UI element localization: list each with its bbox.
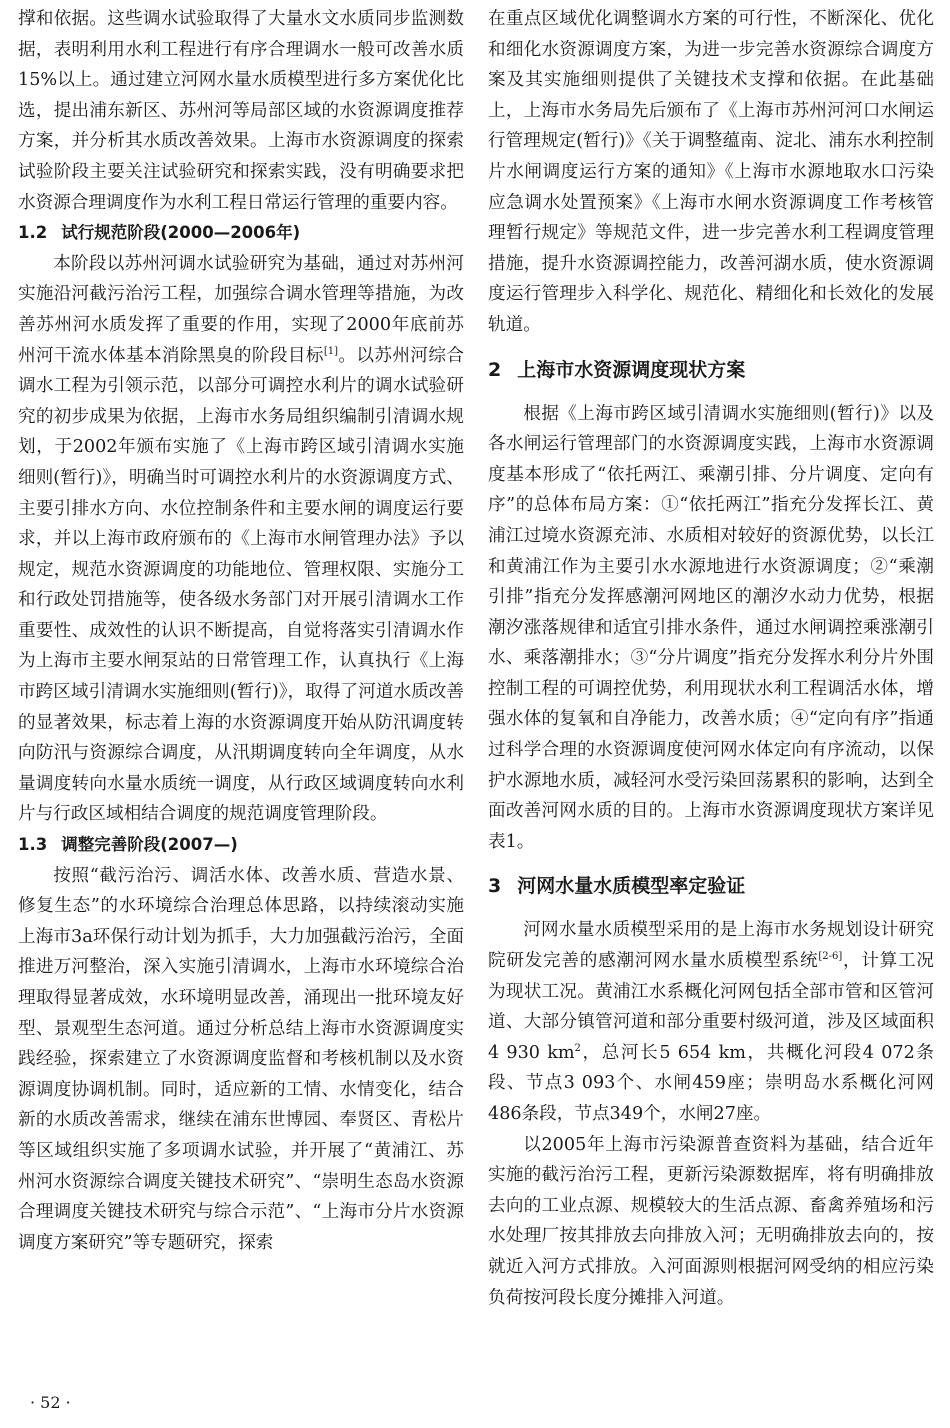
section-title: 上海市水资源调度现状方案 <box>517 358 746 381</box>
page-number: · 52 · <box>30 1393 71 1412</box>
text-run: 河网水量水质模型采用的是上海市水务规划设计研究院研发完善的感潮河网水量水质模型系统 <box>488 920 934 972</box>
paragraph-3-a <box>488 915 934 1129</box>
text-run: 。以苏州河综合调水工程为引领示范，以部分可调控水利片的调水试验研究的初步成果为依据，上海市水务局组织编制引清调水规划，于2002年颁布实施了《上海市跨区域引清调水实施细则(暂行)》，明确当时可调控水利片的水资源调度方式、主要引排水方向、水位控制条件和主要水闸的调度运行要求，并以上海市政府颁布的《上海市水闸管理办法》予以规定，规范水资源调度的功能地位、管理权限、实施分工和行政处罚措施等，使各级水务部门对开展引清调水工作重要性、成效性的认识不断提高，自觉将落实引清调水作为上海市主要水闸泵站的日常管理工作，认真执行《上海市跨区域引清调水实施细则(暂行)》，取得了河道水质改善的显著效果，标志着上海的水资源调度开始从防汛调度转向防汛与资源综合调度，从汛期调度转向全年调度，从水量调度转向水量水质统一调度，从行政区域调度转向水利片与行政区域相结合调度的规范调度管理阶段。 <box>18 345 464 825</box>
paragraph-2: 根据《上海市跨区域引清调水实施细则(暂行)》以及各水闸运行管理部门的水资源调度实践，上海市水资源调度基本形成了“依托两江、乘潮引排、分片调度、定向有序”的总体布局方案：①“依托两江”指充分发挥长江、黄浦江过境水资源充沛、水质相对较好的资源优势，以长江和黄浦江作为主要引水水源地进行水资源调度；②“乘潮引排”指充分发挥感潮河网地区的潮汐水动力优势，根据潮汐涨落规律和适宜引排水条件，通过水闸调控乘涨潮引水、乘落潮排水；③“分片调度”指充分发挥水利分片外围控制工程的可调控优势，利用现状水利工程调活水体，增强水体的复氧和自净能力，改善水质；④“定向有序”指通过科学合理的水资源调度使河网水体定向有序流动，以保护水源地水质，减轻河水受污染回荡累积的影响，达到全面改善河网水质的目的。上海市水资源调度现状方案详见表1。 <box>488 403 934 852</box>
subsection-title: 试行规范阶段(2000—2006年) <box>61 223 301 243</box>
paragraph-continued: 撑和依据。这些调水试验取得了大量水文水质同步监测数据，表明利用水利工程进行有序合理调水一般可改善水质15%以上。通过建立河网水量水质模型进行多方案优化比选，提出浦东新区、苏州河等局部区域的水资源调度推荐方案，并分析其水质改善效果。上海市水资源调度的探索试验阶段主要关注试验研究和探索实践，没有明确要求把水资源合理调度作为水利工程日常运行管理的重要内容。 <box>18 9 464 213</box>
subsection-title: 调整完善阶段(2007—) <box>61 835 238 855</box>
subsection-number: 1.2 <box>18 223 48 243</box>
text-run: ，计算工况为现状工况。黄浦江水系概化河网包括全部市管和区管河道、大部分镇管河道和部分重要村级河道，涉及区域面积4 930 km <box>488 951 934 1063</box>
paragraph-continued: 在重点区域优化调整调水方案的可行性，不断深化、优化和细化水资源调度方案，为进一步完善水资源综合调度方案及其实施细则提供了关键技术支撑和依据。在此基础上，上海市水务局先后颁布了《上海市苏州河河口水闸运行管理规定(暂行)》《关于调整蕴南、淀北、浦东水利控制片水闸调度运行方案的通知》《上海市水源地取水口污染应急调水处置预案》《上海市水闸水资源调度工作考核管理暂行规定》等规范文件，进一步完善水利工程调度管理措施，提升水资源调控能力，改善河湖水质，使水资源调度运行管理步入科学化、规范化、精细化和长效化的发展轨道。 <box>488 9 934 335</box>
subsection-heading-1-2 <box>18 218 464 249</box>
section-number: 2 <box>488 358 502 381</box>
paragraph-1-3: 按照“截污治污、调活水体、改善水质、营造水景、修复生态”的水环境综合治理总体思路，以持续滚动实施上海市3a环保行动计划为抓手，大力加强截污治污，全面推进万河整治，深入实施引清调水，上海市水环境综合治理取得显著成效，水环境明显改善，涌现出一批环境友好型、景观型生态河道。通过分析总结上海市水资源调度实践经验，探索建立了水资源调度监督和考核机制以及水资源调度协调机制。同时，适应新的工情、水情变化，结合新的水质改善需求，继续在浦东世博园、奉贤区、青松片等区域组织实施了多项调水试验，并开展了“黄浦江、苏州河水资源综合调度关键技术研究”、“崇明生态岛水资源合理调度关键技术研究与综合示范”、“上海市分片水资源调度方案研究”等专题研究，探索 <box>18 865 464 1253</box>
citation-ref: [2-6] <box>818 951 843 963</box>
subsection-heading-1-3 <box>18 830 464 861</box>
citation-ref: [1] <box>323 345 339 357</box>
text-run: 本阶段以苏州河调水试验研究为基础，通过对苏州河实施沿河截污治污工程，加强综合调水管理等措施，为改善苏州河水质发挥了重要的作用，实现了2000年底前苏州河干流水体基本消除黑臭的阶段目标 <box>18 253 464 366</box>
subsection-number: 1.3 <box>18 835 48 855</box>
section-number: 3 <box>488 875 502 898</box>
unit-superscript: 2 <box>574 1042 581 1054</box>
section-heading-2 <box>488 353 934 387</box>
text-run: ，总河长5 654 km，共概化河段4 072条段、节点3 093个、水闸459座；崇明岛水系概化河网486条段，节点349个，水闸27座。 <box>488 1042 934 1124</box>
paragraph-3-b: 以2005年上海市污染源普查资料为基础，结合近年实施的截污治污工程，更新污染源数据库，将有明确排放去向的工业点源、规模较大的生活点源、畜禽养殖场和污水处理厂按其排放去向排放入河；无明确排放去向的，按就近入河方式排放。入河面源则根据河网受纳的相应污染负荷按河段长度分摊排入河道。 <box>488 1134 934 1308</box>
section-heading-3 <box>488 869 934 903</box>
paragraph-1-2 <box>18 249 464 830</box>
right-column <box>488 4 934 1313</box>
left-column <box>18 4 464 1258</box>
section-title: 河网水量水质模型率定验证 <box>517 875 746 898</box>
